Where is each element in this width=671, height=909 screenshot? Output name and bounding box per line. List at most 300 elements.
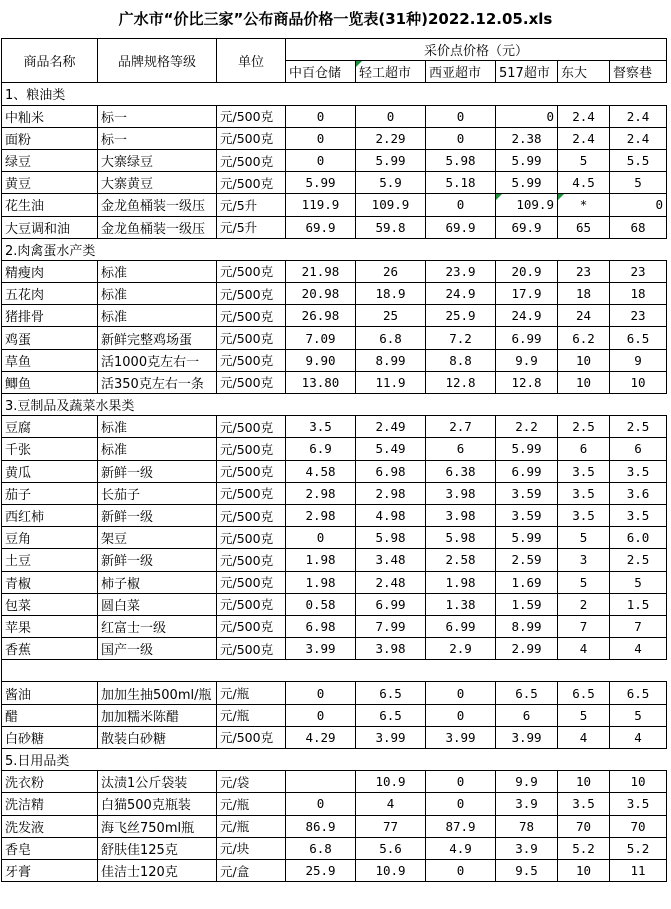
- cell-price[interactable]: 6.38: [426, 460, 496, 482]
- cell-spec[interactable]: 金龙鱼桶装一级压: [98, 194, 217, 216]
- cell-price[interactable]: 4.5: [558, 172, 610, 194]
- cell-price[interactable]: 4.58: [286, 460, 356, 482]
- section-title: [2, 660, 667, 682]
- cell-price[interactable]: 1.59: [496, 593, 558, 615]
- cell-price[interactable]: 17.9: [496, 283, 558, 305]
- header-store: 西亚超市: [426, 61, 496, 83]
- cell-name[interactable]: 白砂糖: [2, 726, 98, 748]
- cell-unit[interactable]: 元/瓶: [217, 793, 286, 815]
- cell-price[interactable]: 4: [610, 638, 667, 660]
- cell-price[interactable]: 2.99: [496, 638, 558, 660]
- cell-price[interactable]: 2.48: [356, 571, 426, 593]
- cell-unit[interactable]: 元/500克: [217, 549, 286, 571]
- cell-price[interactable]: 25: [356, 305, 426, 327]
- cell-unit[interactable]: 元/500克: [217, 638, 286, 660]
- table-row: [2, 149, 667, 171]
- cell-price[interactable]: 69.9: [496, 216, 558, 238]
- cell-spec[interactable]: 新鲜一级: [98, 460, 217, 482]
- cell-unit[interactable]: 元/瓶: [217, 815, 286, 837]
- cell-name[interactable]: 豆角: [2, 527, 98, 549]
- cell-price[interactable]: 1.69: [496, 571, 558, 593]
- cell-price[interactable]: 10: [610, 371, 667, 393]
- cell-price[interactable]: 3.99: [286, 638, 356, 660]
- cell-price[interactable]: 5.99: [496, 438, 558, 460]
- cell-price[interactable]: 5.2: [610, 837, 667, 859]
- cell-name[interactable]: 酱油: [2, 682, 98, 704]
- header-name: 商品名称: [2, 39, 98, 83]
- cell-price[interactable]: 6: [558, 438, 610, 460]
- cell-unit[interactable]: 元/500克: [217, 105, 286, 127]
- cell-price[interactable]: 3.5: [558, 793, 610, 815]
- cell-price[interactable]: 0: [426, 682, 496, 704]
- cell-spec[interactable]: 佳洁士120克: [98, 859, 217, 881]
- cell-unit[interactable]: 元/块: [217, 837, 286, 859]
- cell-price[interactable]: 11: [610, 859, 667, 881]
- cell-price[interactable]: 7.99: [356, 615, 426, 637]
- cell-price[interactable]: 0: [426, 859, 496, 881]
- cell-price[interactable]: 0: [286, 127, 356, 149]
- cell-price[interactable]: 0: [426, 127, 496, 149]
- cell-price[interactable]: 2.98: [286, 504, 356, 526]
- cell-price[interactable]: 21.98: [286, 260, 356, 282]
- cell-price[interactable]: 0: [426, 105, 496, 127]
- cell-name[interactable]: 豆腐: [2, 416, 98, 438]
- cell-price[interactable]: 3.9: [496, 793, 558, 815]
- table-row: [2, 682, 667, 704]
- cell-price[interactable]: 2.4: [610, 105, 667, 127]
- cell-unit[interactable]: 元/500克: [217, 127, 286, 149]
- cell-price[interactable]: 70: [558, 815, 610, 837]
- cell-price[interactable]: 3.48: [356, 549, 426, 571]
- cell-price[interactable]: 9.90: [286, 349, 356, 371]
- cell-price[interactable]: 78: [496, 815, 558, 837]
- cell-name[interactable]: 茄子: [2, 482, 98, 504]
- cell-price[interactable]: 3.5: [558, 504, 610, 526]
- cell-spec[interactable]: 加加生抽500ml/瓶: [98, 682, 217, 704]
- cell-price[interactable]: 6.8: [356, 327, 426, 349]
- cell-price[interactable]: 9.9: [496, 771, 558, 793]
- cell-price[interactable]: 5.18: [426, 172, 496, 194]
- cell-price[interactable]: 68: [610, 216, 667, 238]
- cell-unit[interactable]: 元/500克: [217, 593, 286, 615]
- cell-unit[interactable]: 元/500克: [217, 460, 286, 482]
- cell-price[interactable]: 1.38: [426, 593, 496, 615]
- cell-unit[interactable]: 元/盒: [217, 859, 286, 881]
- table-row: [2, 793, 667, 815]
- cell-price[interactable]: 5.99: [496, 172, 558, 194]
- cell-price[interactable]: 13.80: [286, 371, 356, 393]
- cell-price[interactable]: 6.5: [496, 682, 558, 704]
- cell-price[interactable]: 9: [610, 349, 667, 371]
- cell-unit[interactable]: 元/5升: [217, 216, 286, 238]
- cell-price[interactable]: 5: [558, 149, 610, 171]
- cell-price[interactable]: 18: [610, 283, 667, 305]
- cell-unit[interactable]: 元/500克: [217, 283, 286, 305]
- cell-price[interactable]: 11.9: [356, 371, 426, 393]
- cell-price[interactable]: 8.99: [496, 615, 558, 637]
- cell-price[interactable]: 87.9: [426, 815, 496, 837]
- section-row: [2, 83, 667, 105]
- cell-spec[interactable]: 红富士一级: [98, 615, 217, 637]
- cell-price[interactable]: 23: [610, 305, 667, 327]
- cell-name[interactable]: 五花肉: [2, 283, 98, 305]
- cell-name[interactable]: 精瘦肉: [2, 260, 98, 282]
- cell-price[interactable]: 5.99: [286, 172, 356, 194]
- cell-price[interactable]: 25.9: [286, 859, 356, 881]
- cell-price[interactable]: 4.9: [426, 837, 496, 859]
- cell-spec[interactable]: 圆白菜: [98, 593, 217, 615]
- cell-price[interactable]: 6.8: [286, 837, 356, 859]
- cell-name[interactable]: 香皂: [2, 837, 98, 859]
- cell-spec[interactable]: 活1000克左右一: [98, 349, 217, 371]
- cell-price[interactable]: 2.29: [356, 127, 426, 149]
- cell-spec[interactable]: 新鲜完整鸡场蛋: [98, 327, 217, 349]
- cell-name[interactable]: 洗衣粉: [2, 771, 98, 793]
- cell-spec[interactable]: 白猫500克瓶装: [98, 793, 217, 815]
- cell-price[interactable]: 119.9: [286, 194, 356, 216]
- cell-price[interactable]: 6.5: [610, 682, 667, 704]
- cell-spec[interactable]: 舒肤佳125克: [98, 837, 217, 859]
- cell-name[interactable]: 西红柿: [2, 504, 98, 526]
- cell-price[interactable]: 2.9: [426, 638, 496, 660]
- cell-spec[interactable]: 标一: [98, 127, 217, 149]
- cell-name[interactable]: 香蕉: [2, 638, 98, 660]
- cell-price[interactable]: 4.29: [286, 726, 356, 748]
- cell-price[interactable]: 3.6: [610, 482, 667, 504]
- cell-price[interactable]: 3.98: [426, 482, 496, 504]
- cell-spec[interactable]: 金龙鱼桶装一级压: [98, 216, 217, 238]
- cell-unit[interactable]: 元/500克: [217, 260, 286, 282]
- cell-price[interactable]: 7.2: [426, 327, 496, 349]
- cell-name[interactable]: 猪排骨: [2, 305, 98, 327]
- cell-price[interactable]: 3.98: [426, 504, 496, 526]
- cell-price[interactable]: 7.09: [286, 327, 356, 349]
- cell-unit[interactable]: 元/500克: [217, 615, 286, 637]
- cell-spec[interactable]: 标准: [98, 438, 217, 460]
- cell-name[interactable]: 牙膏: [2, 859, 98, 881]
- cell-price[interactable]: 5.5: [610, 149, 667, 171]
- cell-price[interactable]: 70: [610, 815, 667, 837]
- cell-price[interactable]: 3.9: [496, 837, 558, 859]
- cell-price[interactable]: 5: [610, 704, 667, 726]
- cell-price[interactable]: 23: [610, 260, 667, 282]
- cell-price[interactable]: 10: [558, 859, 610, 881]
- cell-unit[interactable]: 元/500克: [217, 416, 286, 438]
- cell-price[interactable]: 5.9: [356, 172, 426, 194]
- table-row: [2, 482, 667, 504]
- cell-price[interactable]: 3: [558, 549, 610, 571]
- cell-price[interactable]: 7: [558, 615, 610, 637]
- cell-unit[interactable]: 元/5升: [217, 194, 286, 216]
- cell-spec[interactable]: 标准: [98, 283, 217, 305]
- cell-spec[interactable]: 散装白砂糖: [98, 726, 217, 748]
- cell-spec[interactable]: 架豆: [98, 527, 217, 549]
- cell-unit[interactable]: 元/500克: [217, 571, 286, 593]
- cell-price[interactable]: 0: [286, 704, 356, 726]
- cell-price[interactable]: 5: [558, 527, 610, 549]
- cell-price[interactable]: 3.99: [496, 726, 558, 748]
- cell-name[interactable]: 包菜: [2, 593, 98, 615]
- cell-price[interactable]: 2.7: [426, 416, 496, 438]
- cell-price[interactable]: 5.99: [496, 149, 558, 171]
- cell-price[interactable]: 8.99: [356, 349, 426, 371]
- cell-price[interactable]: 6: [426, 438, 496, 460]
- cell-name[interactable]: 青椒: [2, 571, 98, 593]
- cell-price[interactable]: 2.2: [496, 416, 558, 438]
- cell-name[interactable]: 黄瓜: [2, 460, 98, 482]
- cell-unit[interactable]: 元/500克: [217, 504, 286, 526]
- cell-price[interactable]: 3.98: [356, 638, 426, 660]
- cell-price[interactable]: 1.98: [426, 571, 496, 593]
- cell-spec[interactable]: 长茄子: [98, 482, 217, 504]
- cell-price[interactable]: 2.5: [610, 416, 667, 438]
- cell-price[interactable]: *: [558, 194, 610, 216]
- cell-unit[interactable]: 元/500克: [217, 438, 286, 460]
- table-row: [2, 127, 667, 149]
- table-row: [2, 194, 667, 216]
- cell-spec[interactable]: 海飞丝750ml瓶: [98, 815, 217, 837]
- cell-unit[interactable]: 元/瓶: [217, 704, 286, 726]
- table-row: [2, 726, 667, 748]
- table-row: [2, 349, 667, 371]
- cell-price[interactable]: 5: [558, 571, 610, 593]
- cell-spec[interactable]: 大寨黄豆: [98, 172, 217, 194]
- cell-name[interactable]: 绿豆: [2, 149, 98, 171]
- cell-unit[interactable]: 元/500克: [217, 349, 286, 371]
- cell-price[interactable]: 6.99: [426, 615, 496, 637]
- cell-spec[interactable]: 活350克左右一条: [98, 371, 217, 393]
- cell-price[interactable]: 0: [496, 105, 558, 127]
- cell-name[interactable]: 面粉: [2, 127, 98, 149]
- cell-price[interactable]: 12.8: [426, 371, 496, 393]
- cell-price[interactable]: 10: [610, 771, 667, 793]
- cell-name[interactable]: 黄豆: [2, 172, 98, 194]
- cell-price[interactable]: 4: [610, 726, 667, 748]
- cell-price[interactable]: 0: [610, 194, 667, 216]
- cell-price[interactable]: 3.5: [610, 793, 667, 815]
- cell-unit[interactable]: 元/500克: [217, 482, 286, 504]
- cell-price[interactable]: 65: [558, 216, 610, 238]
- cell-price[interactable]: 0: [426, 704, 496, 726]
- cell-price[interactable]: 1.98: [286, 549, 356, 571]
- cell-name[interactable]: 土豆: [2, 549, 98, 571]
- cell-price[interactable]: 5.6: [356, 837, 426, 859]
- cell-price[interactable]: 69.9: [286, 216, 356, 238]
- cell-price[interactable]: 6.99: [496, 460, 558, 482]
- cell-price[interactable]: 0: [286, 527, 356, 549]
- cell-price[interactable]: 6.5: [356, 704, 426, 726]
- cell-price[interactable]: 23: [558, 260, 610, 282]
- cell-price[interactable]: 26: [356, 260, 426, 282]
- cell-price[interactable]: 6.0: [610, 527, 667, 549]
- cell-price[interactable]: 3.5: [286, 416, 356, 438]
- cell-spec[interactable]: 汰渍1公斤袋装: [98, 771, 217, 793]
- cell-spec[interactable]: 标准: [98, 305, 217, 327]
- cell-price[interactable]: 5.98: [426, 149, 496, 171]
- header-price-group: 采价点价格（元）: [286, 39, 667, 61]
- cell-price[interactable]: 86.9: [286, 815, 356, 837]
- header-unit: 单位: [217, 39, 286, 83]
- cell-price[interactable]: 3.5: [558, 460, 610, 482]
- cell-price[interactable]: 20.98: [286, 283, 356, 305]
- cell-price[interactable]: 4: [558, 726, 610, 748]
- cell-name[interactable]: 洗洁精: [2, 793, 98, 815]
- cell-price[interactable]: 24: [558, 305, 610, 327]
- cell-price[interactable]: 26.98: [286, 305, 356, 327]
- cell-price[interactable]: 69.9: [426, 216, 496, 238]
- cell-price[interactable]: 3.59: [496, 482, 558, 504]
- cell-price[interactable]: 6.5: [558, 682, 610, 704]
- cell-price[interactable]: 6.99: [496, 327, 558, 349]
- cell-price[interactable]: 24.9: [426, 283, 496, 305]
- cell-price[interactable]: 10: [558, 349, 610, 371]
- cell-price[interactable]: 5: [610, 172, 667, 194]
- header-store: 东大: [558, 61, 610, 83]
- cell-price[interactable]: 6.5: [610, 327, 667, 349]
- cell-spec[interactable]: 标准: [98, 416, 217, 438]
- cell-price[interactable]: 10.9: [356, 859, 426, 881]
- cell-price[interactable]: 0.58: [286, 593, 356, 615]
- cell-price[interactable]: 0: [426, 771, 496, 793]
- cell-name[interactable]: 醋: [2, 704, 98, 726]
- cell-spec[interactable]: 新鲜一级: [98, 549, 217, 571]
- cell-price[interactable]: 23.9: [426, 260, 496, 282]
- section-row: [2, 660, 667, 682]
- table-row: [2, 416, 667, 438]
- table-row: [2, 837, 667, 859]
- cell-price[interactable]: 18.9: [356, 283, 426, 305]
- cell-spec[interactable]: 大寨绿豆: [98, 149, 217, 171]
- cell-name[interactable]: 大豆调和油: [2, 216, 98, 238]
- cell-price[interactable]: 25.9: [426, 305, 496, 327]
- cell-price[interactable]: 3.5: [610, 460, 667, 482]
- cell-price[interactable]: 1.98: [286, 571, 356, 593]
- cell-price[interactable]: 0: [286, 105, 356, 127]
- cell-spec[interactable]: 柿子椒: [98, 571, 217, 593]
- cell-price[interactable]: 4.98: [356, 504, 426, 526]
- cell-name[interactable]: 中籼米: [2, 105, 98, 127]
- cell-unit[interactable]: 元/500克: [217, 172, 286, 194]
- cell-price[interactable]: 2.4: [610, 127, 667, 149]
- header-store: 517超市: [496, 61, 558, 83]
- cell-price[interactable]: 5: [610, 571, 667, 593]
- cell-price[interactable]: 6: [496, 704, 558, 726]
- cell-spec[interactable]: 标一: [98, 105, 217, 127]
- cell-price[interactable]: 6.9: [286, 438, 356, 460]
- cell-spec[interactable]: 国产一级: [98, 638, 217, 660]
- cell-unit[interactable]: 元/500克: [217, 527, 286, 549]
- cell-price[interactable]: 0: [426, 793, 496, 815]
- cell-unit[interactable]: 元/袋: [217, 771, 286, 793]
- cell-price[interactable]: 6.98: [286, 615, 356, 637]
- cell-price[interactable]: 4: [356, 793, 426, 815]
- cell-name[interactable]: 洗发液: [2, 815, 98, 837]
- cell-unit[interactable]: 元/500克: [217, 305, 286, 327]
- table-row: [2, 504, 667, 526]
- cell-price[interactable]: 2: [558, 593, 610, 615]
- cell-price[interactable]: 0: [286, 149, 356, 171]
- cell-spec[interactable]: 新鲜一级: [98, 504, 217, 526]
- cell-price[interactable]: 6.98: [356, 460, 426, 482]
- cell-price[interactable]: 24.9: [496, 305, 558, 327]
- cell-price[interactable]: 2.5: [558, 416, 610, 438]
- table-row: [2, 305, 667, 327]
- cell-price[interactable]: 5.49: [356, 438, 426, 460]
- cell-price[interactable]: 10.9: [356, 771, 426, 793]
- cell-price[interactable]: 2.59: [496, 549, 558, 571]
- cell-price[interactable]: 6.5: [356, 682, 426, 704]
- cell-unit[interactable]: 元/瓶: [217, 682, 286, 704]
- cell-price[interactable]: 0: [286, 682, 356, 704]
- cell-price[interactable]: 5.98: [426, 527, 496, 549]
- cell-price[interactable]: 5.98: [356, 527, 426, 549]
- cell-price[interactable]: 6.99: [356, 593, 426, 615]
- cell-unit[interactable]: 元/500克: [217, 371, 286, 393]
- cell-price[interactable]: 3.5: [558, 482, 610, 504]
- cell-price[interactable]: 5.2: [558, 837, 610, 859]
- cell-price[interactable]: 9.5: [496, 859, 558, 881]
- cell-price[interactable]: 2.58: [426, 549, 496, 571]
- cell-price[interactable]: 109.9: [356, 194, 426, 216]
- cell-price[interactable]: 2.49: [356, 416, 426, 438]
- cell-price[interactable]: 2.5: [610, 549, 667, 571]
- cell-price[interactable]: 77: [356, 815, 426, 837]
- cell-price[interactable]: 5: [558, 704, 610, 726]
- cell-price[interactable]: 10: [558, 371, 610, 393]
- cell-price[interactable]: 0: [426, 194, 496, 216]
- cell-price[interactable]: [286, 771, 356, 793]
- cell-name[interactable]: 花生油: [2, 194, 98, 216]
- cell-price[interactable]: 2.4: [558, 127, 610, 149]
- cell-price[interactable]: 18: [558, 283, 610, 305]
- cell-price[interactable]: 9.9: [496, 349, 558, 371]
- cell-price[interactable]: 2.4: [558, 105, 610, 127]
- cell-price[interactable]: 1.5: [610, 593, 667, 615]
- cell-name[interactable]: 鲫鱼: [2, 371, 98, 393]
- cell-price[interactable]: 3.5: [610, 504, 667, 526]
- cell-price[interactable]: 2.98: [286, 482, 356, 504]
- cell-price[interactable]: 2.98: [356, 482, 426, 504]
- cell-name[interactable]: 千张: [2, 438, 98, 460]
- cell-price[interactable]: 7: [610, 615, 667, 637]
- cell-price[interactable]: 2.38: [496, 127, 558, 149]
- cell-unit[interactable]: 元/500克: [217, 149, 286, 171]
- cell-price[interactable]: 5.99: [496, 527, 558, 549]
- cell-unit[interactable]: 元/500克: [217, 726, 286, 748]
- cell-price[interactable]: 20.9: [496, 260, 558, 282]
- cell-name[interactable]: 鸡蛋: [2, 327, 98, 349]
- cell-price[interactable]: 6: [610, 438, 667, 460]
- cell-spec[interactable]: 加加糯米陈醋: [98, 704, 217, 726]
- cell-price[interactable]: 0: [356, 105, 426, 127]
- cell-spec[interactable]: 标准: [98, 260, 217, 282]
- cell-price[interactable]: 6.2: [558, 327, 610, 349]
- cell-price[interactable]: 12.8: [496, 371, 558, 393]
- cell-price[interactable]: 5.99: [356, 149, 426, 171]
- cell-name[interactable]: 苹果: [2, 615, 98, 637]
- cell-price[interactable]: 3.59: [496, 504, 558, 526]
- cell-price[interactable]: 8.8: [426, 349, 496, 371]
- cell-price[interactable]: 4: [558, 638, 610, 660]
- cell-price[interactable]: 59.8: [356, 216, 426, 238]
- cell-price[interactable]: 109.9: [496, 194, 558, 216]
- cell-price[interactable]: 10: [558, 771, 610, 793]
- cell-price[interactable]: 0: [286, 793, 356, 815]
- cell-unit[interactable]: 元/500克: [217, 327, 286, 349]
- cell-name[interactable]: 草鱼: [2, 349, 98, 371]
- cell-price[interactable]: 3.99: [356, 726, 426, 748]
- cell-price[interactable]: 3.99: [426, 726, 496, 748]
